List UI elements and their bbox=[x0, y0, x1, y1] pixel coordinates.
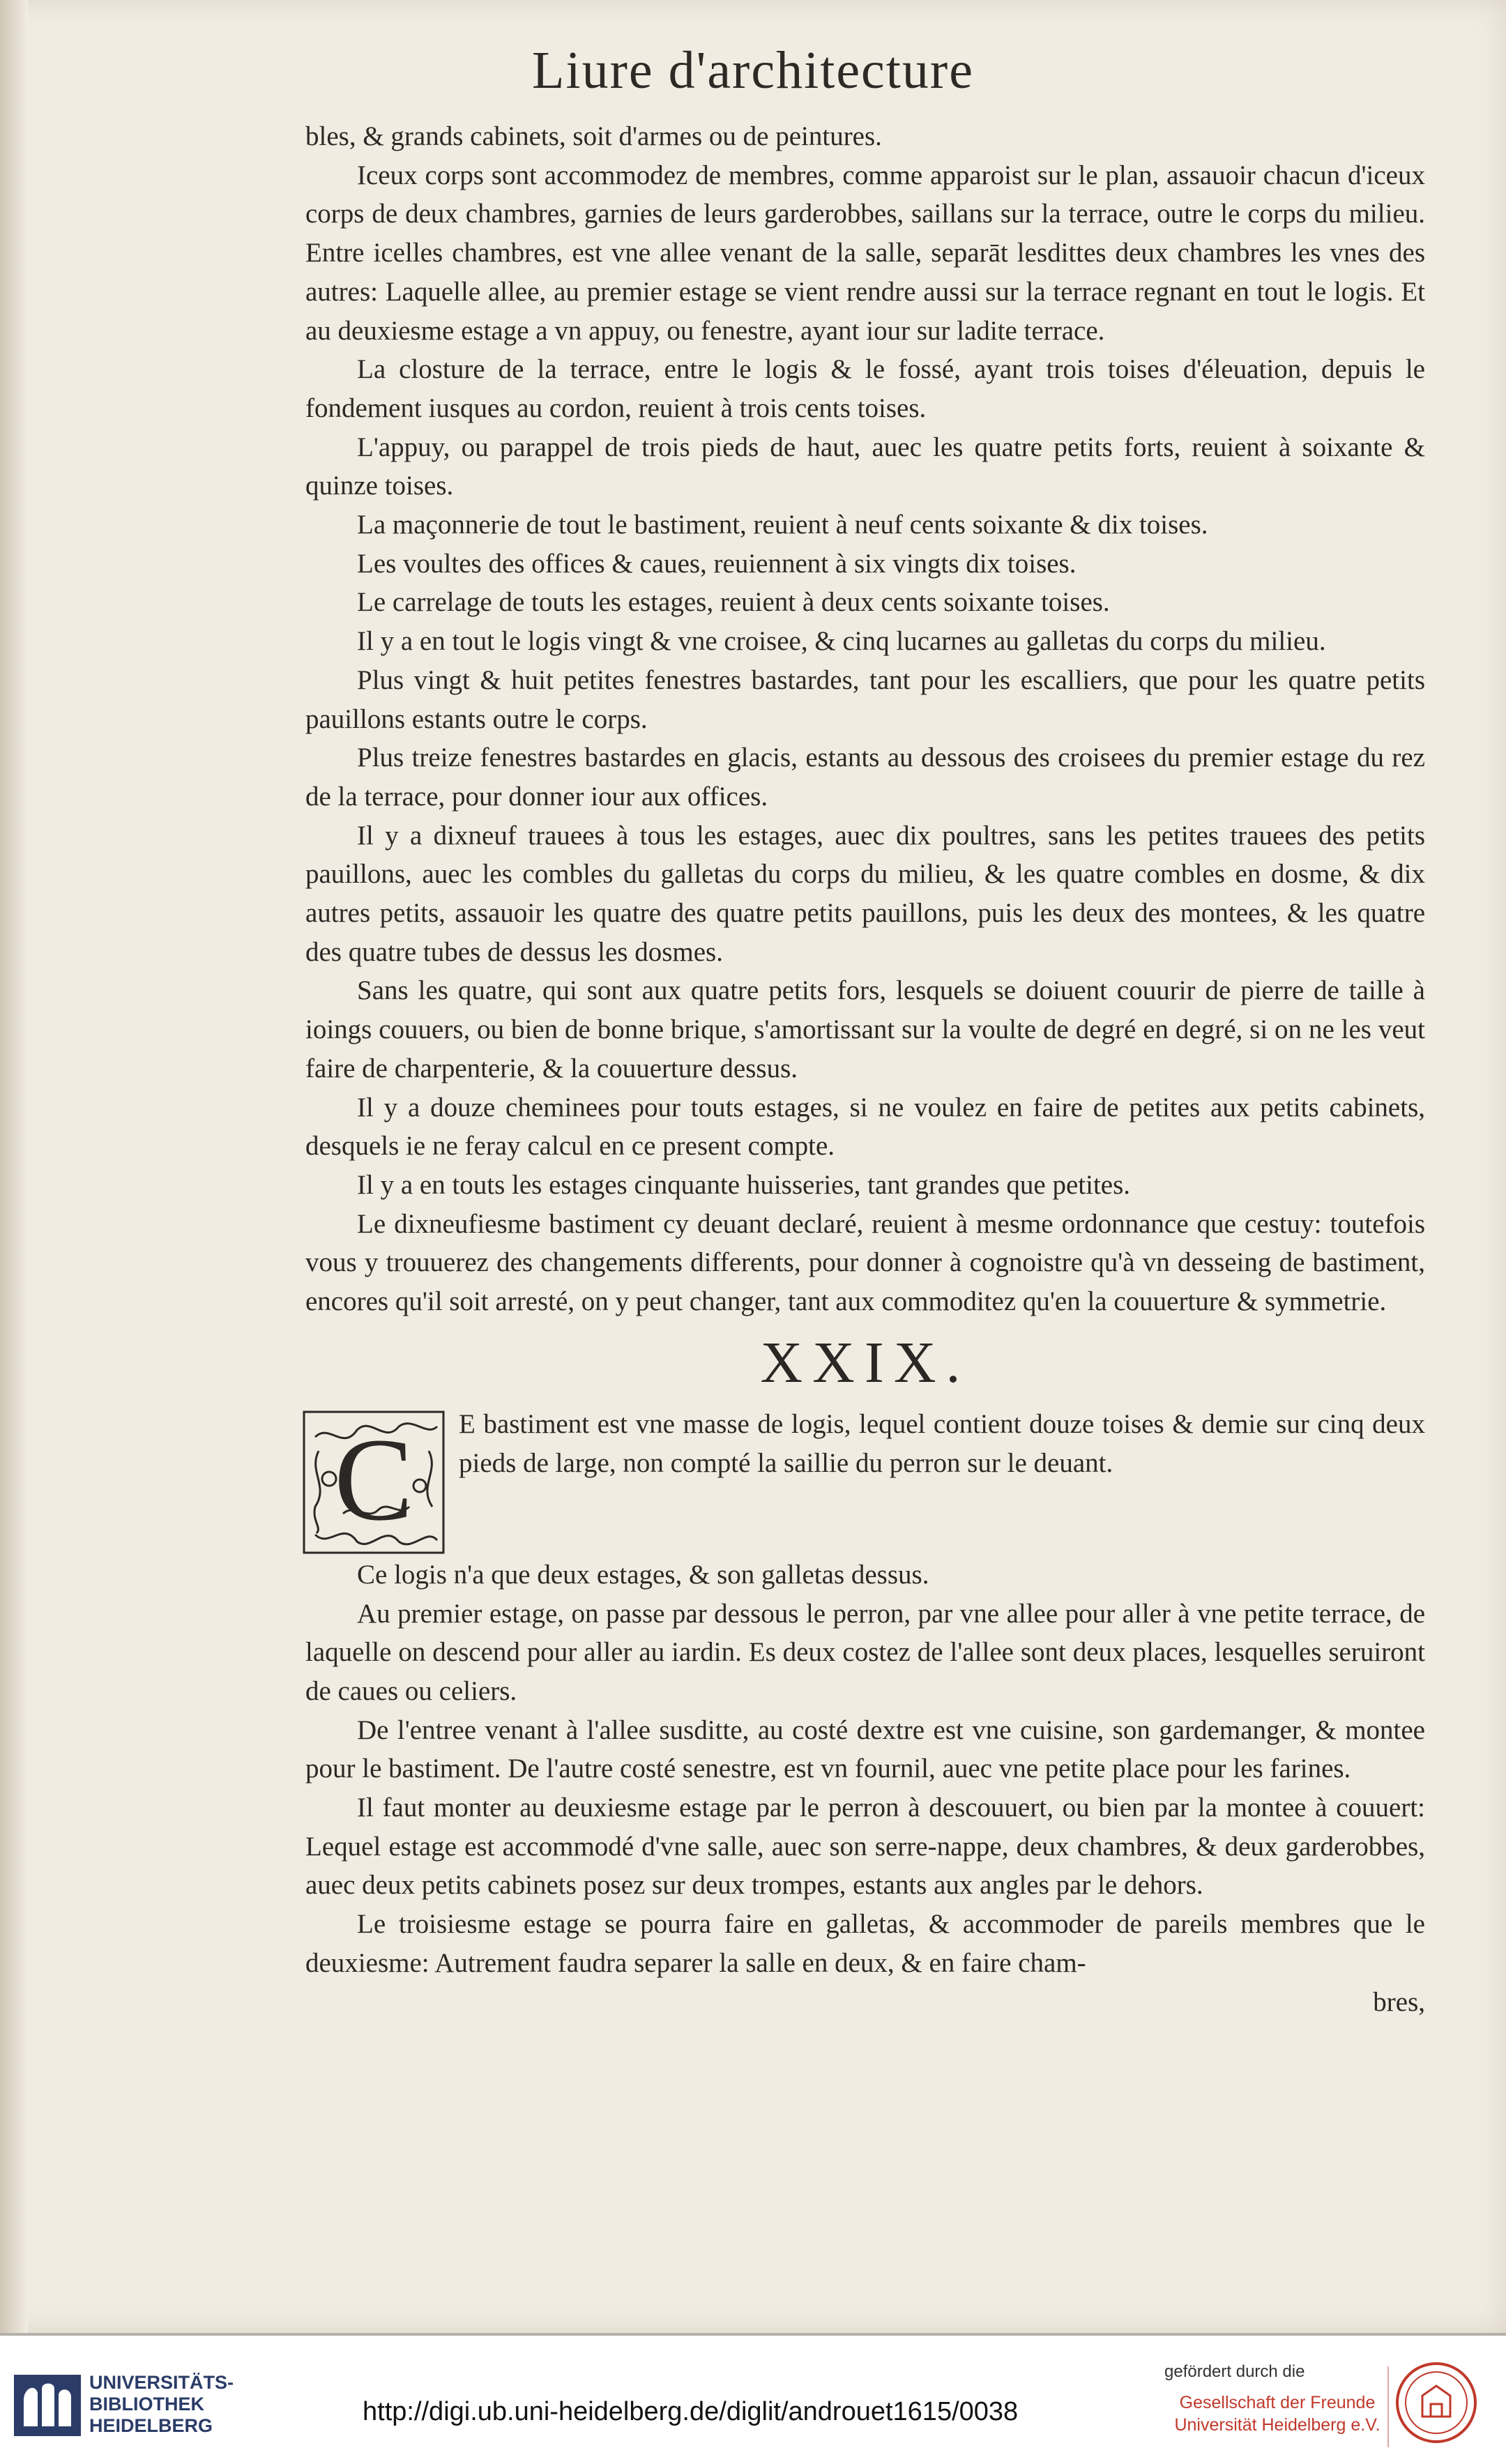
university-library-logo-icon bbox=[14, 2375, 81, 2436]
paragraph: Il faut monter au deuxiesme estage par le perron à descouuert, ou bien par la montee à couuert: Lequel estage est accommodé d'vne salle, auec son serre-nappe, deux chambres, & deux garderobbes, auec deux petits cabinets posez sur deux trompes, estants aux angles par le dehors. bbox=[305, 1793, 1425, 1901]
text-block bbox=[305, 117, 1425, 2021]
paragraph: De l'entree venant à l'allee susditte, au costé dextre est vne cuisine, son gardemanger, & montee pour le bastiment. De l'autre costé senestre, est vn fournil, auec vne petite place pour les farines. bbox=[305, 1714, 1425, 1784]
footer-vertical-divider bbox=[1387, 2366, 1389, 2447]
university-seal-icon bbox=[1394, 2361, 1478, 2444]
society-name: Gesellschaft der Freunde Universität Heidelberg e.V. bbox=[1174, 2393, 1380, 2435]
running-title: Liure d'architecture bbox=[532, 41, 974, 100]
page-spine-shadow bbox=[0, 0, 28, 2333]
paragraph: Plus vingt & huit petites fenestres bastardes, tant pour les escalliers, que pour les quatre petits pauillons estants outre le corps. bbox=[305, 664, 1425, 734]
dropcap-paragraph bbox=[305, 1405, 1425, 1545]
library-name: UNIVERSITÄTS- BIBLIOTHEK HEIDELBERG bbox=[89, 2372, 234, 2436]
paragraph: Le troisiesme estage se pourra faire en galletas, & accommoder de pareils membres que le deuxiesme: Autrement faudra separer la salle en deux, & en faire cham- bbox=[305, 1909, 1425, 1978]
paragraph: Sans les quatre, qui sont aux quatre petits fors, lesquels se doiuent couurir de pierre de taille à ioings couuers, ou bien de bonne brique, s'amortissant sur la voulte de degré en degré, si on ne les veut faire de charpenterie, & la couuerture dessus. bbox=[305, 975, 1425, 1083]
paragraph: Les voultes des offices & caues, reuiennent à six vingts dix toises. bbox=[357, 548, 1077, 579]
permalink-url[interactable]: http://digi.ub.uni-heidelberg.de/diglit/androuet1615/0038 bbox=[363, 2397, 1019, 2426]
paragraph: Le carrelage de touts les estages, reuient à deux cents soixante toises. bbox=[357, 587, 1110, 618]
dropcap-paragraph-text: E bastiment est vne masse de logis, lequel contient douze toises & demie sur cinq deux pieds de large, non compté la saillie du perron sur le deuant. bbox=[459, 1408, 1425, 1478]
paragraph-group-a bbox=[305, 117, 1425, 1321]
digitization-footer bbox=[0, 2333, 1506, 2464]
paragraph: Ce logis n'a que deux estages, & son galletas dessus. bbox=[357, 1559, 929, 1590]
paragraph: Au premier estage, on passe par dessous le perron, par vne allee pour aller à vne petite terrace, de laquelle on descend pour aller au iardin. Es deux costez de l'allee sont deux places, lesquelles seruiront de caues ou celiers. bbox=[305, 1598, 1425, 1706]
paragraph: Il y a douze cheminees pour touts estages, si ne voulez en faire de petites aux petits cabinets, desquels ie ne feray calcul en ce present compte. bbox=[305, 1092, 1425, 1162]
paragraph: Iceux corps sont accommodez de membres, comme apparoist sur le plan, assauoir chacun d'iceux corps de deux chambres, garnies de leurs garderobbes, saillans sur la terrace, outre le corps du milieu. Entre icelles chambres, est vne allee venant de la salle, separāt lesdittes deux chambres les vnes des autres: Laquelle allee, au premier estage se vient rendre aussi sur la terrace regnant en tout le logis. Et au deuxiesme estage a vn appuy, ou fenestre, ayant iour sur ladite terrace. bbox=[305, 160, 1425, 346]
paragraph: Plus treize fenestres bastardes en glacis, estants au dessous des croisees du premier estage du rez de la terrace, pour donner iour aux offices. bbox=[305, 743, 1425, 812]
paragraph: bles, & grands cabinets, soit d'armes ou de peintures. bbox=[305, 121, 882, 151]
paragraph: L'appuy, ou parappel de trois pieds de haut, auec les quatre petits forts, reuient à soixante & quinze toises. bbox=[305, 432, 1425, 501]
footer-divider bbox=[0, 2333, 1506, 2336]
paragraph: Il y a dixneuf trauees à tous les estages, auec dix poultres, sans les petites trauees des petits pauillons, auec les combles du galletas du corps du milieu, & les quatre combles en dosme, & dix autres petits, assauoir les quatre des quatre petits pauillons, puis les deux des montees, & les quatre des quatre tubes de dessus les dosmes. bbox=[305, 820, 1425, 967]
paragraph: La maçonnerie de tout le bastiment, reuient à neuf cents soixante & dix toises. bbox=[357, 510, 1208, 540]
ornamental-initial-c-icon bbox=[301, 1409, 446, 1556]
paragraph: La closture de la terrace, entre le logis & le fossé, ayant trois toises d'éleuation, depuis le fondement iusques au cordon, reuient à trois cents toises. bbox=[305, 354, 1425, 423]
paragraph: Il y a en touts les estages cinquante huisseries, tant grandes que petites. bbox=[357, 1169, 1131, 1200]
paragraph-group-b bbox=[305, 1556, 1425, 1983]
svg-text:C: C bbox=[334, 1413, 413, 1545]
paragraph: Il y a en tout le logis vingt & vne croisee, & cinq lucarnes au galletas du corps du milieu. bbox=[357, 626, 1326, 657]
chapter-number: XXIX. bbox=[760, 1330, 971, 1395]
funded-by-label: gefördert durch die bbox=[1164, 2362, 1305, 2381]
catchword: bres, bbox=[1373, 1986, 1425, 2017]
paragraph: Le dixneufiesme bastiment cy deuant declaré, reuient à mesme ordonnance que cestuy: toutefois vous y trouuerez des changements differents, pour donner à cognoistre qu'à vn desseing de bastiment, encores qu'il soit arresté, on y peut changer, tant aux commoditez qu'en la couuerture & symmetrie. bbox=[305, 1208, 1425, 1317]
